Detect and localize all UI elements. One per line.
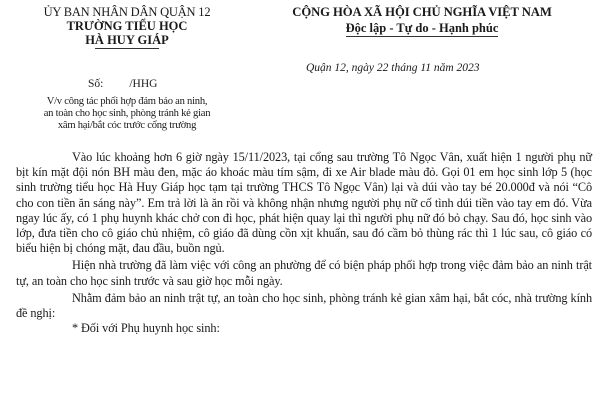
document-number-label: Số: [88,78,104,90]
subject-line: xâm hại/bắt cóc trước cổng trường [57,120,197,131]
body-paragraph: Hiện nhà trường đã làm việc với công an phường để có biện pháp phối hợp trong việc đảm bảo an ninh trật tự, an toàn cho học sinh trước và sau giờ học mỗi ngày. [16,258,592,288]
national-motto: Độc lập - Tự do - Hạnh phúc [345,21,499,35]
republic-title: CỘNG HÒA XÃ HỘI CHỦ NGHĨA VIỆT NAM [292,5,552,19]
body-paragraph: Nhằm đảm bảo an ninh trật tự, an toàn cho học sinh, phòng tránh kẻ gian xâm hại, bắt cóc, nhà trường kính đề nghị: [16,290,592,321]
letter-body [16,150,592,336]
national-header [250,5,594,37]
issuer-header [16,5,238,49]
place-and-date: Quận 12, ngày 22 tháng 11 năm 2023 [306,62,480,74]
school-name-line2: HÀ HUY GIÁP [85,33,169,47]
subject-line: an toàn cho học sinh, phòng tránh kẻ gian [43,108,211,119]
document-number-code: /HHG [129,78,158,90]
subject-summary [16,96,238,132]
subject-line: V/v công tác phối hợp đảm bảo an ninh, [46,96,208,107]
document-number [88,78,157,90]
header-divider [95,48,159,49]
section-heading: * Đối với Phụ huynh học sinh: [72,321,220,336]
school-name-line1: TRƯỜNG TIỂU HỌC [66,19,188,33]
body-paragraph: Vào lúc khoảng hơn 6 giờ ngày 15/11/2023, tại cổng sau trường Tô Ngọc Vân, xuất hiện 1 người phụ nữ bịt kín mặt đội nón BH màu đen, mặc áo khoác màu tím sậm, đi xe Air blade màu đỏ. Gọi 01 em học sinh lớp 5 (học sinh trường tiểu học Hà Huy Giáp học tạm tại trường THCS Tô Ngọc Vân) lại và dúi vào tay bé 20.000đ và nói “Cô cho con tiền ăn sáng này”. Em trả lời là ăn rồi và không nhận nhưng người phụ nữ cố tình dúi tiền vào tay em đó. Vừa ngay lúc ấy, có 1 phụ huynh khác chở con đi học, phát hiện quay lại thì người phụ nữ đó bỏ chạy. Sau đó, học sinh vào lớp, đưa tiền cho cô giáo chủ nhiệm, cô giáo đã dùng cồn xịt khuẩn, sau đó cầm bỏ thùng rác thì 1 lúc sau, cô giáo có biểu hiện bị chóng mặt, đau đầu, buồn ngủ. [16,150,592,256]
agency-name: ỦY BAN NHÂN DÂN QUẬN 12 [43,5,211,19]
